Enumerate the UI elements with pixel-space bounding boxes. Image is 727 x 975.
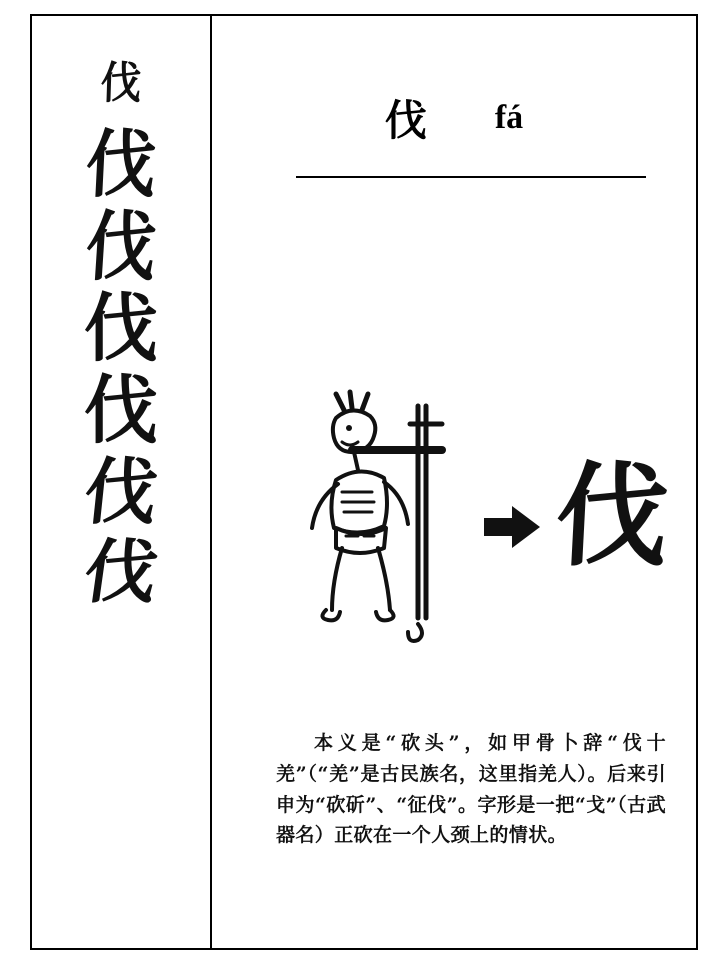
glyph-cursive-script: 伐 bbox=[79, 531, 163, 613]
page-title: 伐 bbox=[384, 96, 427, 145]
pinyin-label: fá bbox=[494, 99, 524, 136]
illustration-block bbox=[212, 212, 696, 672]
explanation-paragraph: 本义是“砍头”，如甲骨卜辞“伐十羌”（“羌”是古民族名，这里指羌人）。后来引申为“砍斫”、“征伐”。字形是一把“戈”（古武器名）正砍在一个人颈上的情状。 bbox=[276, 732, 666, 847]
derived-ancient-glyph: 伐 bbox=[552, 452, 672, 582]
character-evolution-column bbox=[32, 16, 210, 948]
person-with-dagger-axe-icon bbox=[292, 388, 472, 658]
glyph-running-script: 伐 bbox=[80, 450, 162, 534]
arrow-right-icon bbox=[482, 502, 542, 552]
header-divider bbox=[296, 176, 646, 178]
content-area bbox=[212, 16, 696, 948]
glyph-seal-script: 伐 bbox=[83, 202, 159, 292]
headword-row bbox=[212, 88, 696, 148]
glyph-oracle-bone-script: 伐 bbox=[99, 58, 143, 109]
glyph-bronze-script: 伐 bbox=[83, 121, 159, 209]
page-frame bbox=[30, 14, 698, 950]
glyph-regular-script: 伐 bbox=[84, 368, 158, 454]
glyph-clerical-script: 伐 bbox=[84, 286, 158, 372]
